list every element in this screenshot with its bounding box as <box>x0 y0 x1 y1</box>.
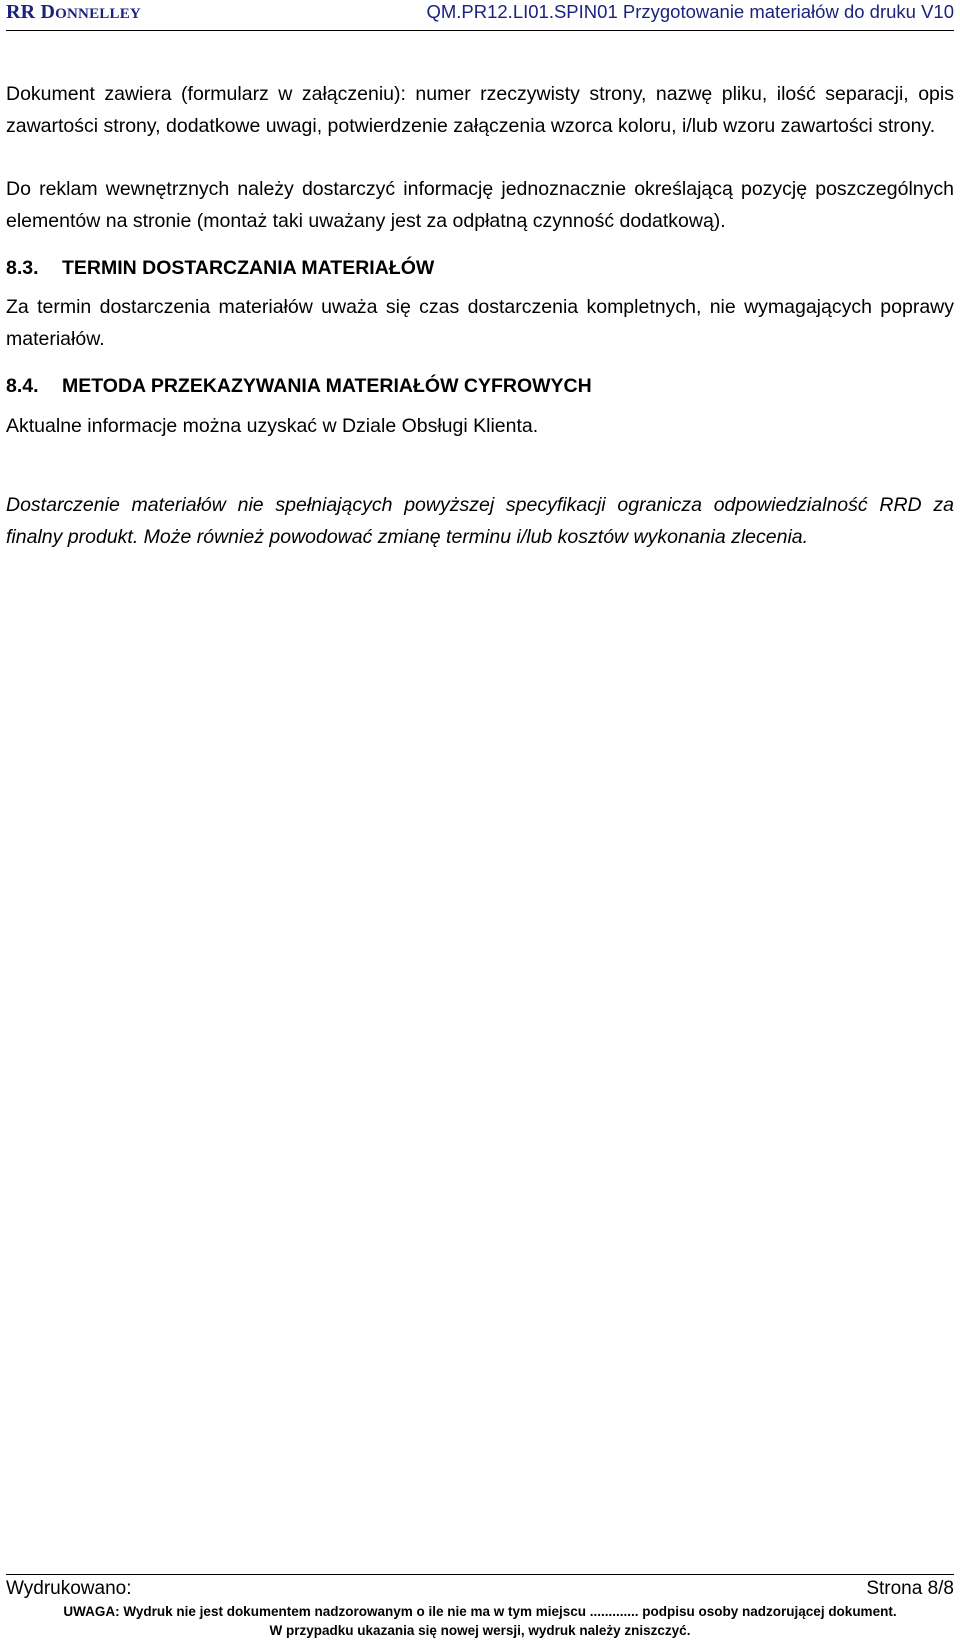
footer-divider <box>6 1574 954 1575</box>
document-code: QM.PR12.LI01.SPIN01 Przygotowanie materiałów do druku V10 <box>426 1 954 22</box>
logo-rr-text: RR D <box>6 1 56 23</box>
section-heading-8-4 <box>6 371 954 403</box>
printed-label: Wydrukowano: <box>6 1578 132 1599</box>
footer-warning-line-1: UWAGA: Wydruk nie jest dokumentem nadzorowanym o ile nie ma w tym miejscu ............. podpisu osoby nadzorującej dokument. <box>63 1604 897 1619</box>
company-logo <box>6 1 141 24</box>
paragraph-document-contents: Dokument zawiera (formularz w załączeniu): numer rzeczywisty strony, nazwę pliku, ilość separacji, opis zawartości strony, dodatkowe uwagi, potwierdzenie załączenia wzorca koloru, i/lub wzoru zawartości strony. <box>6 83 954 137</box>
paragraph-disclaimer: Dostarczenie materiałów nie spełniających powyższej specyfikacji ogranicza odpowiedzialność RRD za finalny produkt. Może również powodować zmianę terminu i/lub kosztów wykonania zlecenia. <box>6 494 954 548</box>
paragraph-internal-ads: Do reklam wewnętrznych należy dostarczyć informację jednoznacznie określającą pozycję poszczególnych elementów na stronie (montaż taki uważany jest za odpłatną czynność dodatkową). <box>6 178 954 232</box>
page-header <box>6 0 954 31</box>
section-number: 8.3. <box>6 257 39 279</box>
footer-warning-line-2: W przypadku ukazania się nowej wersji, wydruk należy zniszczyć. <box>269 1623 691 1638</box>
paragraph-current-info: Aktualne informacje można uzyskać w Dziale Obsługi Klienta. <box>6 415 539 437</box>
page-number: Strona 8/8 <box>866 1578 954 1599</box>
paragraph-delivery-term: Za termin dostarczenia materiałów uważa się czas dostarczenia kompletnych, nie wymagających poprawy materiałów. <box>6 296 954 350</box>
section-number: 8.4. <box>6 375 39 397</box>
section-heading-8-3 <box>6 253 954 285</box>
logo-rest-text: ONNELLEY <box>55 6 141 22</box>
section-title: TERMIN DOSTARCZANIA MATERIAŁÓW <box>62 257 435 279</box>
section-title: METODA PRZEKAZYWANIA MATERIAŁÓW CYFROWYCH <box>62 375 592 397</box>
